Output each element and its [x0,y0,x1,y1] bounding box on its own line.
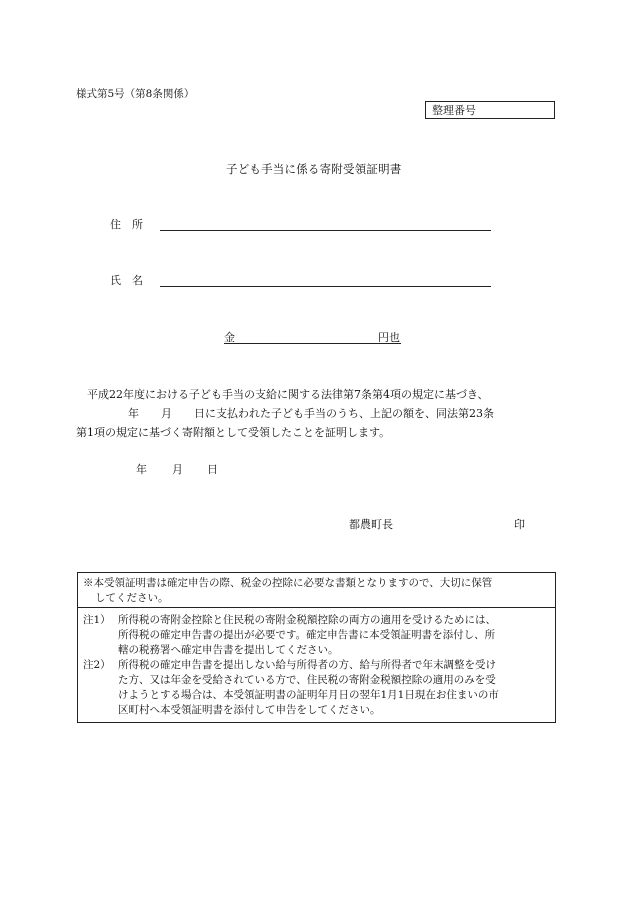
date-day: 日 [207,463,218,476]
note2-line-3: けようとする場合は、本受領証明書の証明年月日の翌年1月1日現在お住まいの市 [118,689,499,701]
bullet-note-line-2: してください。 [95,592,169,604]
note2-line-1: 所得税の確定申告書を提出しない給与所得者の方、給与所得者で年末調整を受け [118,659,496,671]
reference-number-box[interactable] [425,101,555,119]
amount-prefix: 金 [224,331,235,344]
notes-divider [78,607,555,608]
bullet-note-line-1: ※本受領証明書は確定申告の際、税金の控除に必要な書類となりますので、大切に保管 [83,577,493,589]
seal-mark: 印 [514,518,525,531]
form-number: 様式第5号（第8条関係） [76,88,195,100]
body-line-2: 年 月 日に支払われた子ども手当のうち、上記の額を、同法第23条 [128,407,494,420]
note1-line-3: 轄の税務署へ確定申告書を提出してください。 [118,644,339,656]
note1-line-1: 所得税の寄附金控除と住民税の寄附金税額控除の両方の適用を受けるためには、 [118,614,496,626]
name-label: 氏 名 [110,274,143,287]
body-line-1: 平成22年度における子ども手当の支給に関する法律第7条第4項の規定に基づき、 [87,388,489,401]
note1-marker: 注1） [83,614,111,626]
issuer-title: 都農町長 [349,518,393,531]
amount-suffix: 円也 [378,331,400,344]
document-title: 子ども手当に係る寄附受領証明書 [226,162,402,176]
note2-marker: 注2） [83,659,111,671]
date-year: 年 [136,463,147,476]
address-field[interactable] [160,230,491,231]
body-line-3: 第1項の規定に基づく寄附額として受領したことを証明します。 [76,426,391,439]
amount-field[interactable] [224,343,401,344]
date-month: 月 [172,463,183,476]
notes-box [77,572,556,723]
name-field[interactable] [160,286,491,287]
address-label: 住 所 [110,218,143,231]
note2-line-2: た方、又は年金を受給されている方で、住民税の寄附金税額控除の適用のみを受 [118,674,496,686]
note2-line-4: 区町村へ本受領証明書を添付して申告をしてください。 [118,704,381,716]
reference-number-label: 整理番号 [432,104,476,117]
note1-line-2: 所得税の確定申告書の提出が必要です。確定申告書に本受領証明書を添付し、所 [118,629,496,641]
